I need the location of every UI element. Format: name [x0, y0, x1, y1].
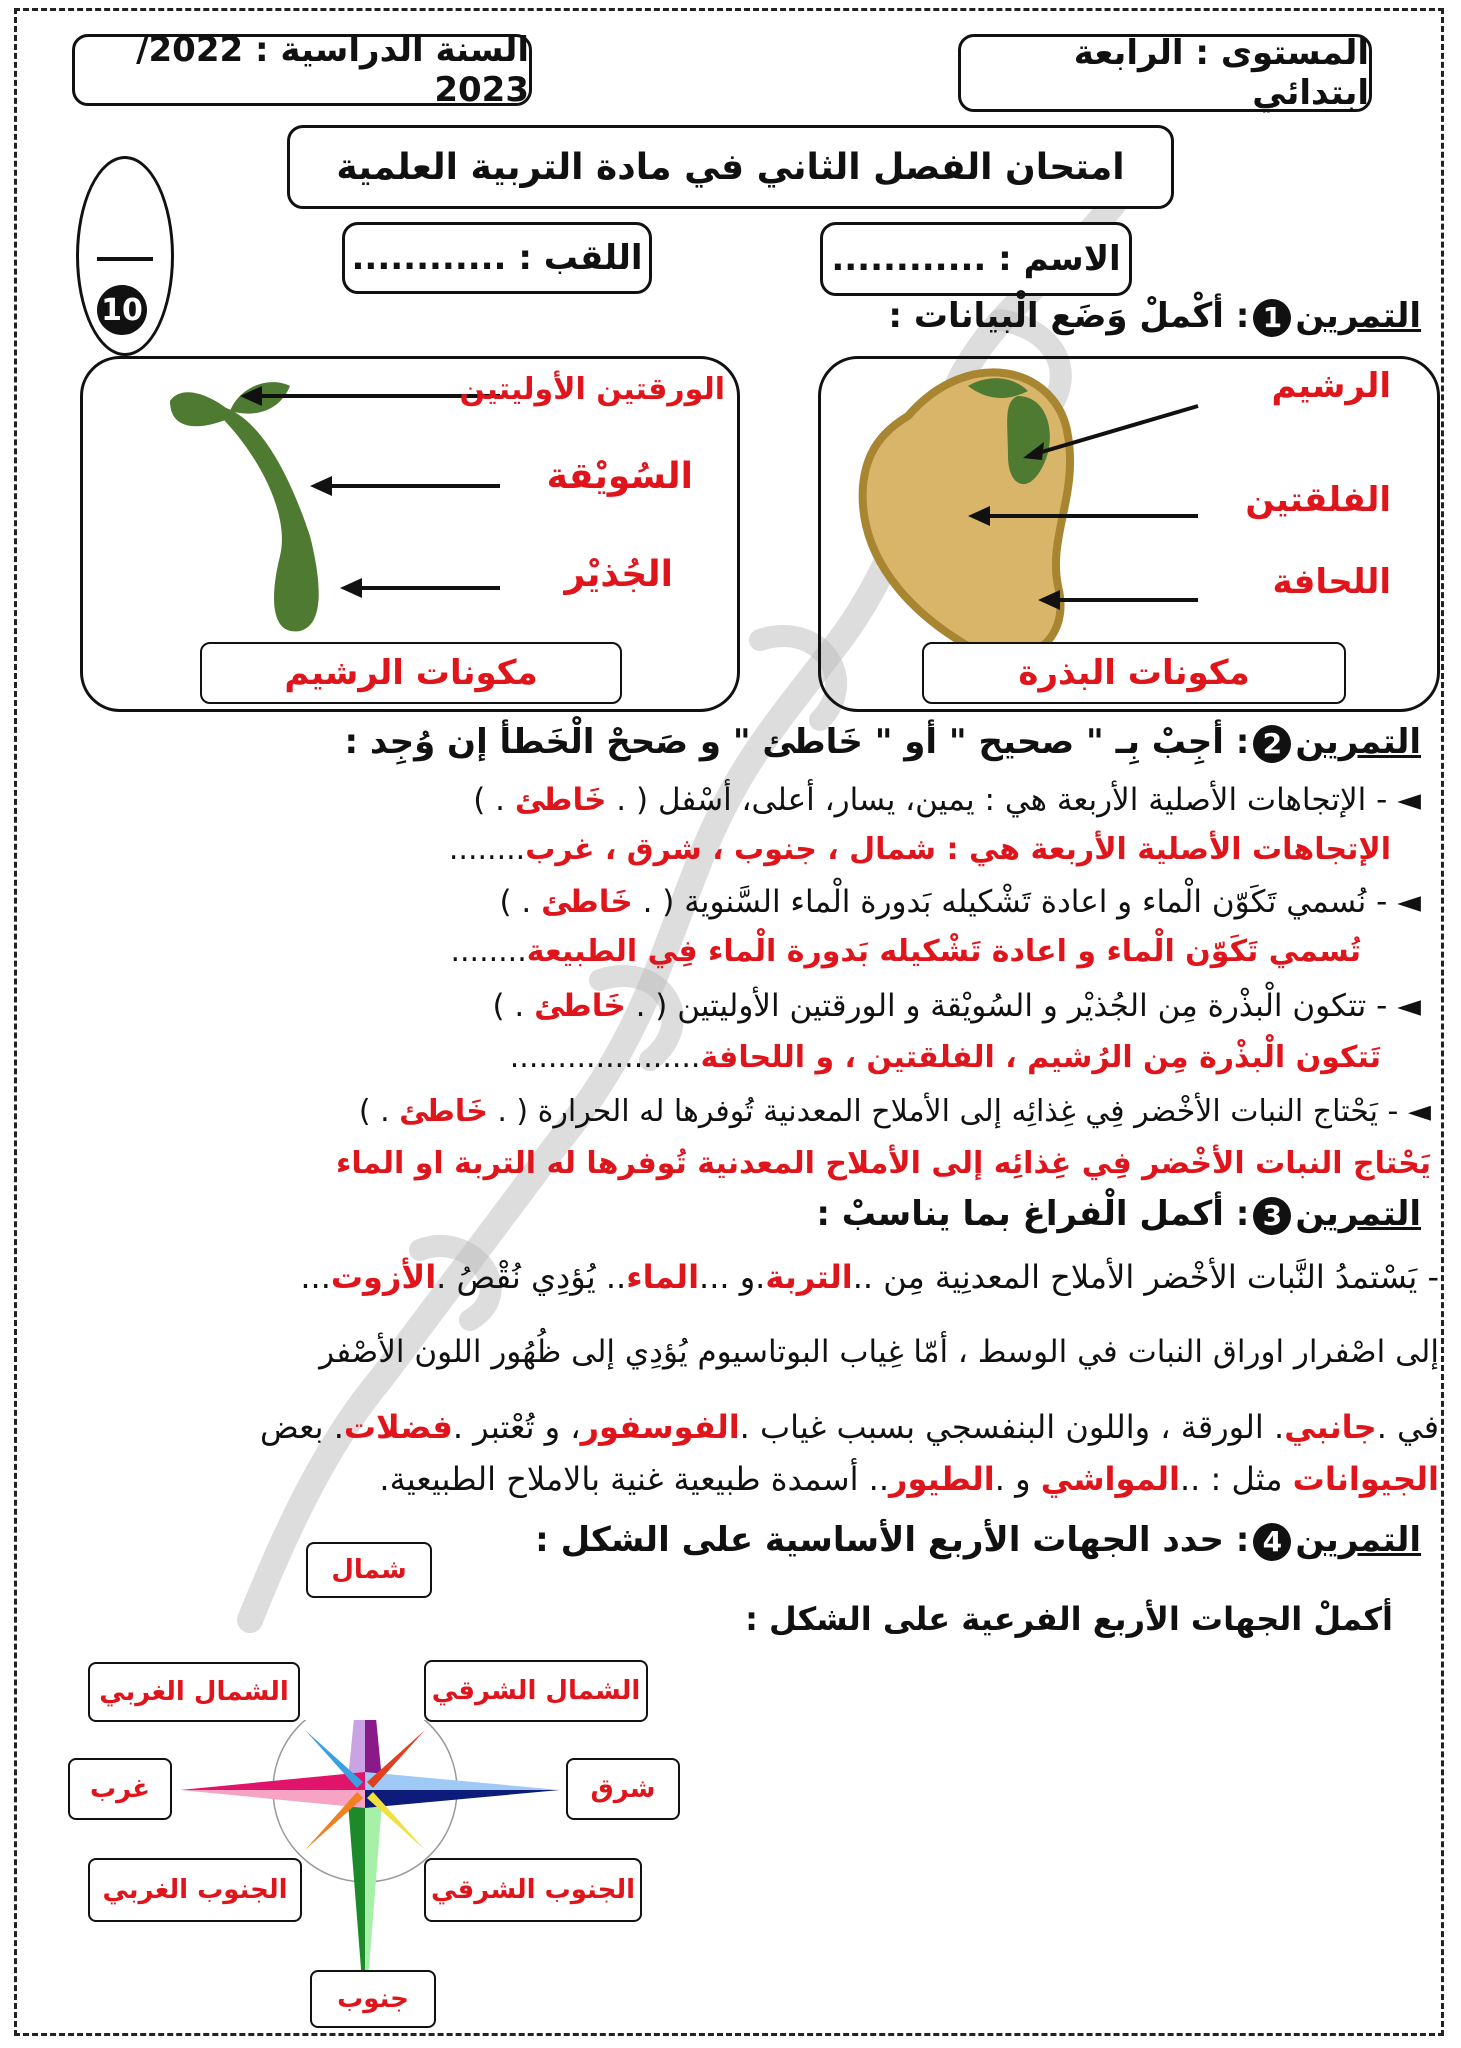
direction-south[interactable]: جنوب [310, 1970, 436, 2028]
ex2-item2-correction [450, 934, 1361, 969]
surname-field-label: اللقب : ............ [351, 238, 643, 278]
exercise2-label: التمرين [1295, 722, 1421, 762]
ex3-line4-answer1: الجيوانات [1292, 1460, 1439, 1498]
score-divider [97, 257, 153, 261]
ex2-item4-text: ◄ - يَحْتاج النبات الأخْضر فِي غِذائِه إلى الأملاح المعدنية تُوفرها له الحرارة ( . [497, 1094, 1431, 1129]
exercise3-label: التمرين [1295, 1194, 1421, 1234]
exercise3-instruction: : أكمل الْفراغ بما يناسبْ : [816, 1194, 1250, 1234]
seed-label-coat: اللحافة [1272, 562, 1391, 602]
surname-field[interactable] [342, 222, 652, 294]
ex3-line4-answer2: المواشي [1040, 1460, 1180, 1498]
ex2-item3-correction-text: تَتكون الْبذْرة مِن الرُشيم ، الفلقتين ، و اللحافة [700, 1040, 1381, 1075]
ex3-line3-text2: . الورقة ، واللون البنفسجي بسبب غياب . [739, 1408, 1285, 1446]
exercise3-number: 3 [1253, 1197, 1291, 1235]
ex3-line3-text4: . بعض [260, 1408, 344, 1446]
exercise4-number: 4 [1253, 1523, 1291, 1561]
ex2-item2-answer: خَاطئ [541, 884, 633, 920]
ex3-line3-text1: في . [1376, 1408, 1439, 1446]
ex3-line3-text3: ، و تُعْتبر . [452, 1408, 581, 1446]
seed-label-cotyledons: الفلقتين [1245, 480, 1391, 520]
ex2-item4-correction [336, 1146, 1431, 1181]
ex3-line1 [22, 1258, 1439, 1296]
ex2-item1-dots: ........ [448, 832, 526, 867]
name-field-label: الاسم : ............ [831, 239, 1121, 279]
exercise1-heading [888, 296, 1421, 337]
ex2-item2-text: ◄ - نُسمي تَكَوّن الْماء و اعادة تَشْكيله بَدورة الْماء السَّنوية ( . [642, 884, 1421, 920]
direction-northeast[interactable]: الشمال الشرقي [424, 1660, 648, 1722]
ex3-line3-answer3: فضلات [343, 1408, 453, 1446]
exercise1-label: التمرين [1295, 296, 1421, 336]
seed-caption: مكونات البذرة [922, 642, 1346, 704]
ex2-item4-close: . ) [358, 1094, 400, 1129]
ex2-item1-statement [473, 782, 1421, 818]
direction-west[interactable]: غرب [68, 1758, 172, 1820]
ex3-line4-text3: .. أسمدة طبيعية غنية بالاملاح الطبيعية. [379, 1460, 890, 1498]
exercise1-number: 1 [1253, 299, 1291, 337]
exercise4-heading [535, 1520, 1421, 1561]
embryo-label-first-leaves: الورقتين الأوليتين [459, 372, 725, 407]
year-box [72, 30, 532, 110]
ex3-line2: إلى اصْفرار اوراق النبات في الوسط ، أمّا غِياب البوتاسيوم يُؤدِي إلى ظُهُور اللون الأصْفر [319, 1334, 1439, 1370]
embryo-stem [220, 406, 319, 631]
exercise2-instruction: : أجِبْ بِـ " صحيح " أو " خَاطئ " و صَححْ الْخَطأ إن وُجِد : [344, 722, 1250, 762]
ex2-item3-correction [510, 1040, 1381, 1075]
exam-title: امتحان الفصل الثاني في مادة التربية العلمية [336, 146, 1125, 188]
level-box [958, 34, 1372, 112]
ex3-line1-answer1: التربة [765, 1258, 853, 1296]
score-total: 10 [97, 285, 147, 335]
ex2-item2-dots: ........ [450, 934, 527, 969]
ex2-item2-close: . ) [499, 884, 542, 920]
ex2-item1-correction-text: الإتجاهات الأصلية الأربعة هي : شمال ، جنوب ، شرق ، غرب [525, 832, 1391, 867]
embryo-caption: مكونات الرشيم [200, 642, 622, 704]
exercise4-instruction: : حدد الجهات الأربع الأساسية على الشكل : [535, 1520, 1250, 1560]
ex3-line1-text3: .. يُؤدِي نُقْصُ . [436, 1258, 627, 1296]
exercise2-number: 2 [1253, 725, 1291, 763]
ex2-item1-answer: خَاطئ [514, 782, 607, 818]
ex2-item4-correction-text: يَحْتاج النبات الأخْضر فِي غِذائِه إلى الأملاح المعدنية تُوفرها له التربة او الماء [336, 1146, 1431, 1181]
ex3-line1-text1: - يَسْتمدُ النَّبات الأخْضر الأملاح المعدنِية مِن .. [852, 1258, 1439, 1296]
embryo-leaf-left [170, 392, 230, 426]
ex3-line3-answer2: الفوسفور [580, 1408, 740, 1446]
ex2-item3-statement [492, 988, 1421, 1024]
exercise1-instruction: : أكْملْ وَضَع الْبيانات : [888, 296, 1250, 336]
ex2-item4-statement [359, 1094, 1431, 1129]
ex3-line4 [22, 1460, 1439, 1498]
needle-east-top [365, 1772, 560, 1790]
embryo-label-radicle: الجُذيْر [564, 554, 673, 595]
direction-north[interactable]: شمال [306, 1542, 432, 1598]
ex3-line3 [22, 1408, 1439, 1446]
ex3-line3-answer1: جانبي [1284, 1408, 1377, 1446]
direction-east[interactable]: شرق [566, 1758, 680, 1820]
needle-west-bottom [180, 1790, 365, 1808]
level-text: المستوى : الرابعة ابتدائي [1073, 33, 1369, 113]
ex2-item3-answer: خَاطئ [534, 988, 626, 1024]
ex3-line4-text2: و . [994, 1460, 1041, 1498]
ex3-line1-text2: .و ... [699, 1258, 766, 1296]
seed-label-embryo: الرشيم [1271, 366, 1391, 406]
direction-northwest[interactable]: الشمال الغربي [88, 1662, 300, 1722]
exercise4-instruction2: أكملْ الجهات الأربع الفرعية على الشكل : [745, 1600, 1393, 1638]
ex3-line4-answer3: الطيور [889, 1460, 995, 1498]
needle-west-top [180, 1772, 365, 1790]
exercise4-label: التمرين [1295, 1520, 1421, 1560]
ex2-item4-answer: خَاطئ [399, 1094, 488, 1129]
direction-southeast[interactable]: الجنوب الشرقي [424, 1858, 642, 1922]
ex3-line4-text1: مثل : .. [1180, 1460, 1293, 1498]
name-field[interactable] [820, 222, 1132, 296]
direction-southwest[interactable]: الجنوب الغربي [88, 1858, 302, 1922]
ex2-item1-correction [449, 832, 1391, 867]
ex3-line1-answer3: الأزوت [330, 1258, 437, 1296]
embryo-label-stem: السُويْقة [546, 456, 693, 497]
needle-east-bottom [365, 1790, 560, 1808]
ex2-item3-dots: .................... [509, 1040, 701, 1075]
exercise3-heading [816, 1194, 1421, 1235]
score-oval [76, 156, 174, 356]
exercise2-heading [345, 722, 1422, 763]
ex2-item1-close: . ) [473, 782, 515, 818]
ex2-item3-close: . ) [492, 988, 535, 1024]
arrowhead-radicle [340, 578, 362, 598]
ex3-line1-answer2: الماء [626, 1258, 700, 1296]
ex2-item1-text: ◄ - الإتجاهات الأصلية الأربعة هي : يمين، يسار، أعلى، أسْفل ( . [616, 782, 1421, 818]
ex2-item2-correction-text: تُسمي تَكَوّن الْماء و اعادة تَشْكيله بَدورة الْماء فِي الطبيعة [526, 934, 1361, 969]
arrowhead-stem [310, 476, 332, 496]
year-text: السنة الدراسية : 2022/ 2023 [136, 30, 529, 110]
ex3-line1-text4: ... [300, 1258, 331, 1296]
ex2-item2-statement [499, 884, 1421, 920]
ex2-item3-text: ◄ - تتكون الْبذْرة مِن الجُذيْر و السُويْقة و الورقتين الأوليتين ( . [635, 988, 1421, 1024]
exam-title-box [287, 125, 1174, 209]
